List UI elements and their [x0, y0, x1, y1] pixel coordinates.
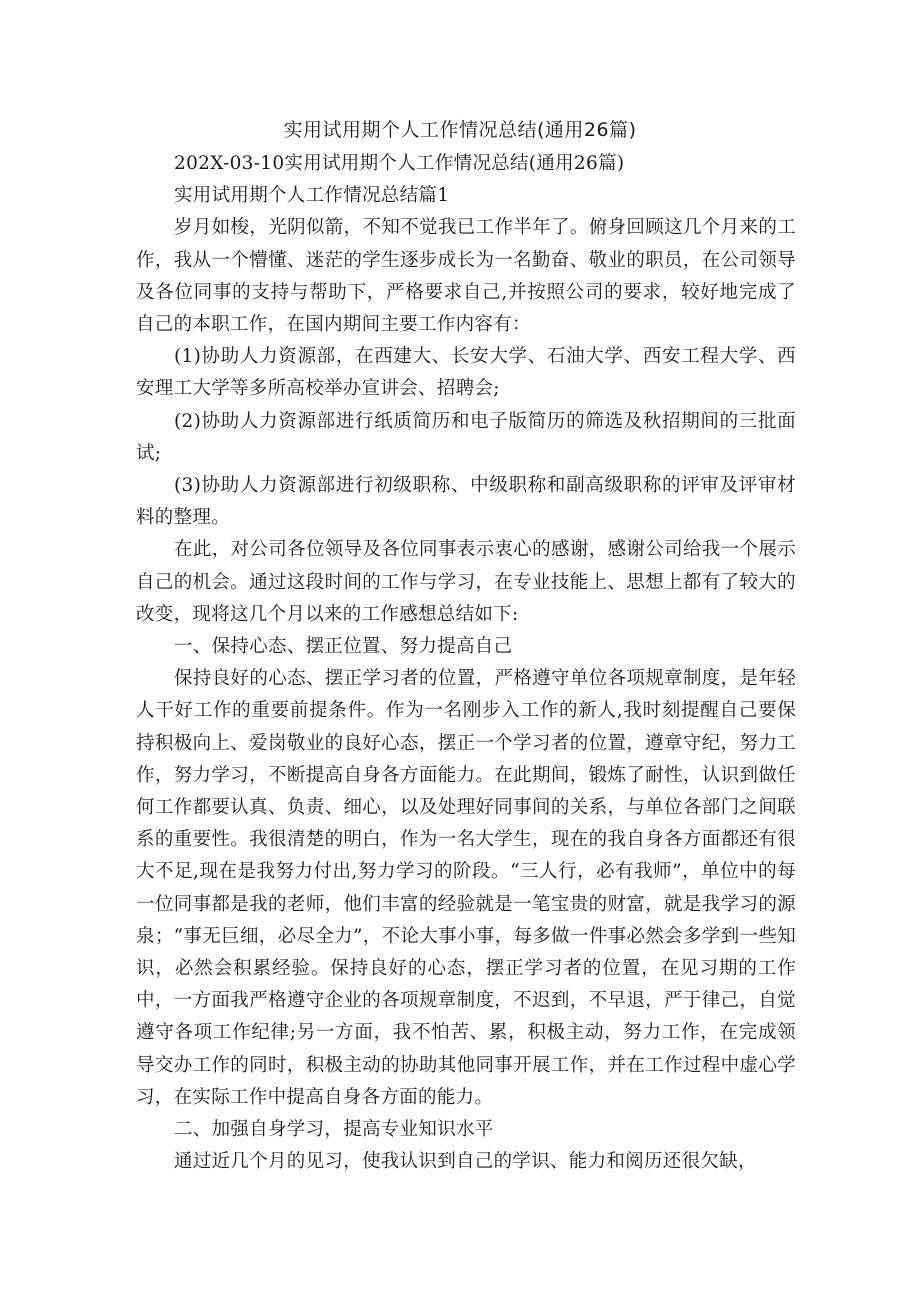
paragraph: 在此，对公司各位领导及各位同事表示衷心的感谢，感谢公司给我一个展示自己的机会。通过这段时间的工作与学习，在专业技能上、思想上都有了较大的改变，现将这几个月以来的工作感想总结如下:	[136, 539, 796, 625]
paragraph: 通过近几个月的见习，使我认识到自己的学识、能力和阅历还很欠缺，	[174, 1151, 757, 1173]
list-item: (1)协助人力资源部，在西建大、长安大学、石油大学、西安工程大学、西安理工大学等多所高校举办宣讲会、招聘会;	[136, 346, 796, 400]
document-body	[136, 148, 796, 1179]
document-title: 实用试用期个人工作情况总结(通用26篇)	[283, 119, 637, 141]
meta-line: 202X-03-10实用试用期个人工作情况总结(通用26篇)	[174, 153, 625, 174]
list-item: (2)协助人力资源部进行纸质简历和电子版简历的筛选及秋招期间的三批面试;	[136, 410, 796, 464]
paragraph: 岁月如梭，光阴似箭，不知不觉我已工作半年了。俯身回顾这几个月来的工作，我从一个懵懂、迷茫的学生逐步成长为一名勤奋、敬业的职员，在公司领导及各位同事的支持与帮助下，严格要求自己,并按照公司的要求，较好地完成了自己的本职工作，在国内期间主要工作内容有：	[136, 217, 796, 336]
list-item: (3)协助人力资源部进行初级职称、中级职称和副高级职称的评审及评审材料的整理。	[136, 475, 796, 529]
section-heading: 一、保持心态、摆正位置、努力提高自己	[174, 636, 513, 658]
section-title: 实用试用期个人工作情况总结篇1	[174, 185, 450, 207]
section-heading: 二、加强自身学习，提高专业知识水平	[174, 1119, 494, 1141]
paragraph: 保持良好的心态、摆正学习者的位置，严格遵守单位各项规章制度，是年轻人干好工作的重要前提条件。作为一名刚步入工作的新人,我时刻提醒自己要保持积极向上、爱岗敬业的良好心态，摆正一个学习者的位置，遵章守纪，努力工作，努力学习，不断提高自身各方面能力。在此期间，锻炼了耐性，认识到做任何工作都要认真、负责、细心，以及处理好同事间的关系，与单位各部门之间联系的重要性。我很清楚的明白，作为一名大学生，现在的我自身各方面都还有很大不足,现在是我努力付出,努力学习的阶段。“三人行，必有我师”，单位中的每一位同事都是我的老师，他们丰富的经验就是一笔宝贵的财富，就是我学习的源泉；“事无巨细，必尽全力”，不论大事小事，每多做一件事必然会多学到一些知识，必然会积累经验。保持良好的心态，摆正学习者的位置，在见习期的工作中，一方面我严格遵守企业的各项规章制度，不迟到，不早退，严于律己，自觉遵守各项工作纪律;另一方面，我不怕苦、累，积极主动，努力工作，在完成领导交办工作的同时，积极主动的协助其他同事开展工作，并在工作过程中虚心学习，在实际工作中提高自身各方面的能力。	[136, 668, 796, 1108]
